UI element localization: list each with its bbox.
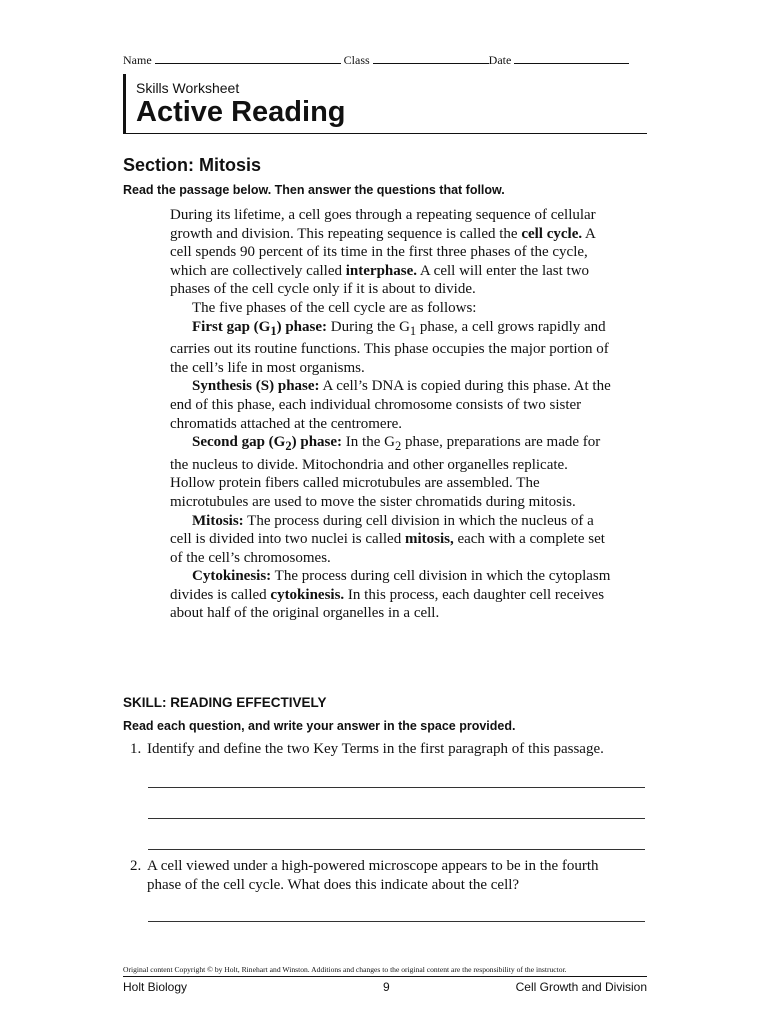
footer-book-title: Holt Biology xyxy=(123,980,188,994)
question-number: 1. xyxy=(130,741,142,757)
question-number: 2. xyxy=(130,858,142,874)
skill-heading: SKILL: READING EFFECTIVELY xyxy=(123,695,327,710)
g2-phase-label: Second gap $(G_2)$ phase: xyxy=(192,434,343,454)
answer-line-q1-2[interactable] xyxy=(148,818,645,819)
section-instructions: Read the passage below. Then answer the questions that follow. xyxy=(123,183,505,197)
passage-paragraph-g1: First gap $(G_1)$ phase: During the $G_1$ phase, a cell grows rapidly and carries out its routine functions. This phase occupies the major portion of the cell’s life in most organisms. xyxy=(170,318,609,376)
answer-line-q2-1[interactable] xyxy=(148,921,645,922)
term-interphase: interphase. xyxy=(345,262,417,279)
passage-paragraph-intro: During its lifetime, a cell goes through a repeating sequence of cellular growth and division. This repeating sequence is called the cell cycle. A cell spends 90 percent of its time in the first three phases of the cycle, which are collectively called interphase. A cell will enter the last two phases of the cell cycle only if it is about to divide. xyxy=(170,207,596,298)
question-text-continued: phase of the cell cycle. What does this indicate about the cell? xyxy=(147,877,520,893)
question-text: Identify and define the two Key Terms in the first paragraph of this passage. xyxy=(147,741,604,757)
footer-chapter-title: Cell Growth and Division xyxy=(515,980,647,994)
worksheet-title-block xyxy=(123,74,647,134)
class-label: Class xyxy=(343,53,370,67)
mitosis-label: Mitosis: xyxy=(192,512,244,529)
question-2 xyxy=(130,857,645,895)
date-blank[interactable] xyxy=(514,52,629,64)
name-label: Name xyxy=(123,53,152,67)
reading-passage xyxy=(170,206,615,623)
section-title: Section: Mitosis xyxy=(123,155,262,175)
passage-paragraph-g2: Second gap $(G_2)$ phase: In the $G_2$ phase, preparations are made for the nucleus to divide. Mitochondria and other organelles replicate. Hollow protein fibers called microtubules are assembled. The microtubules are used to move the sister chromatids during mitosis. xyxy=(170,434,601,510)
term-cell-cycle: cell cycle. xyxy=(521,225,583,242)
passage-paragraph-phases-intro: The five phases of the cell cycle are as follows: xyxy=(192,299,477,316)
passage-paragraph-s: Synthesis (S) phase: A cell’s DNA is copied during this phase. At the end of this phase, each individual chromosome consists of two sister chromatids attached at the centromere. xyxy=(170,378,611,432)
page-title: Active Reading xyxy=(136,96,346,128)
cytokinesis-label: Cytokinesis: xyxy=(192,568,272,585)
footer-page-number: 9 xyxy=(383,980,390,994)
term-cytokinesis: cytokinesis. xyxy=(270,586,345,603)
passage-paragraph-cytokinesis: Cytokinesis: The process during cell division in which the cytoplasm divides is called cytokinesis. In this process, each daughter cell receives about half of the original organelles in a cell. xyxy=(170,568,611,622)
answer-line-q1-3[interactable] xyxy=(148,849,645,850)
class-blank[interactable] xyxy=(373,52,489,64)
footer-divider xyxy=(123,976,647,977)
question-1 xyxy=(130,740,645,759)
question-text: A cell viewed under a high-powered microscope appears to be in the fourth xyxy=(147,858,599,874)
name-blank[interactable] xyxy=(155,52,341,64)
g1-phase-label: First gap $(G_1)$ phase: xyxy=(192,318,327,338)
worksheet-type: Skills Worksheet xyxy=(136,80,240,96)
passage-paragraph-mitosis: Mitosis: The process during cell division in which the nucleus of a cell is divided into two nuclei is called mitosis, each with a complete set of the cell’s chromosomes. xyxy=(170,512,605,566)
answer-line-q1-1[interactable] xyxy=(148,787,645,788)
student-info-header xyxy=(123,52,647,68)
skill-instructions: Read each question, and write your answer in the space provided. xyxy=(123,719,516,733)
date-label: Date xyxy=(488,53,512,67)
copyright-notice: Original content Copyright © by Holt, Rinehart and Winston. Additions and changes to the original content are the responsibility of the instructor. xyxy=(123,965,567,974)
term-mitosis: mitosis, xyxy=(404,531,454,548)
s-phase-label: Synthesis (S) phase: xyxy=(192,378,320,395)
